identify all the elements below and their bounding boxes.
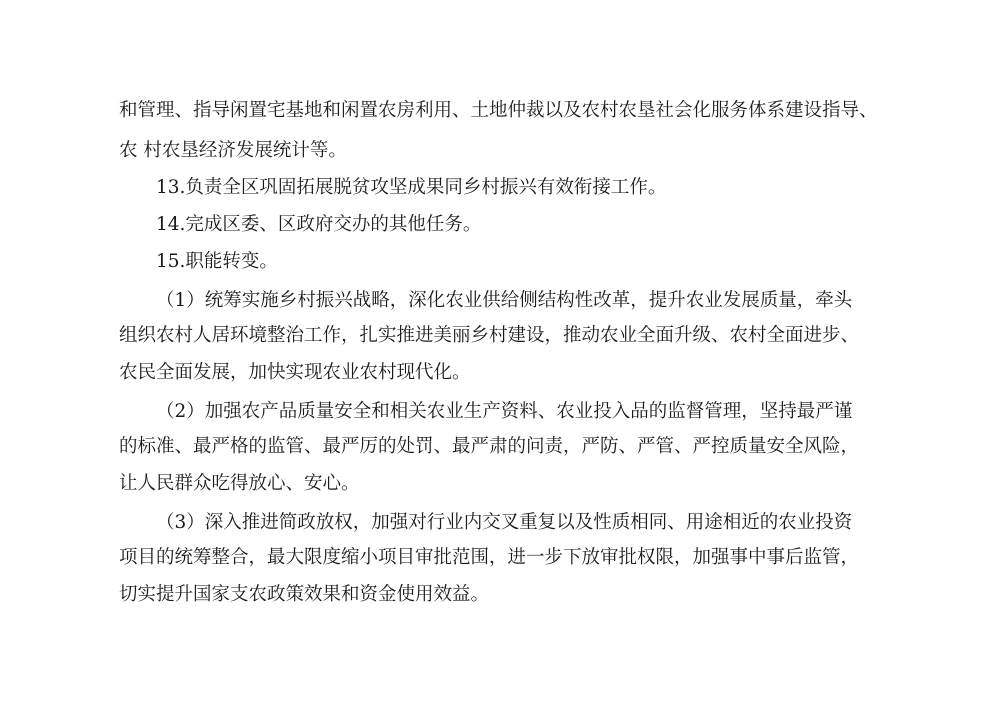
text-line: 项目的统筹整合，最大限度缩小项目审批范围，进一步下放审批权限，加强事中事后监管， (119, 547, 860, 568)
text-line: 的标准、最严格的监管、最严厉的处罚、最严肃的问责，严防、严管、严控质量安全风险， (119, 436, 860, 457)
text-line: 15.职能转变。 (156, 251, 278, 272)
text-line: （1）统筹实施乡村振兴战略，深化农业供给侧结构性改革，提升农业发展质量，牵头 (156, 290, 853, 311)
text-line: （3）深入推进简政放权，加强对行业内交叉重复以及性质相同、用途相近的农业投资 (156, 512, 853, 533)
text-line: 14.完成区委、区政府交办的其他任务。 (156, 214, 482, 235)
text-line: 农 村农垦经济发展统计等。 (119, 140, 347, 161)
text-line: 切实提升国家支农政策效果和资金使用效益。 (119, 584, 490, 605)
text-line: 农民全面发展，加快实现农业农村现代化。 (119, 362, 471, 383)
text-line: 13.负责全区巩固拓展脱贫攻坚成果同乡村振兴有效衔接工作。 (156, 177, 667, 198)
text-line: 和管理、指导闲置宅基地和闲置农房利用、土地仲裁以及农村农垦社会化服务体系建设指导、 (119, 100, 878, 121)
text-line: 让人民群众吃得放心、安心。 (119, 473, 360, 494)
text-line: 组织农村人居环境整治工作，扎实推进美丽乡村建设，推动农业全面升级、农村全面进步、 (119, 325, 860, 346)
text-line: （2）加强农产品质量安全和相关农业生产资料、农业投入品的监督管理，坚持最严谨 (156, 401, 853, 422)
